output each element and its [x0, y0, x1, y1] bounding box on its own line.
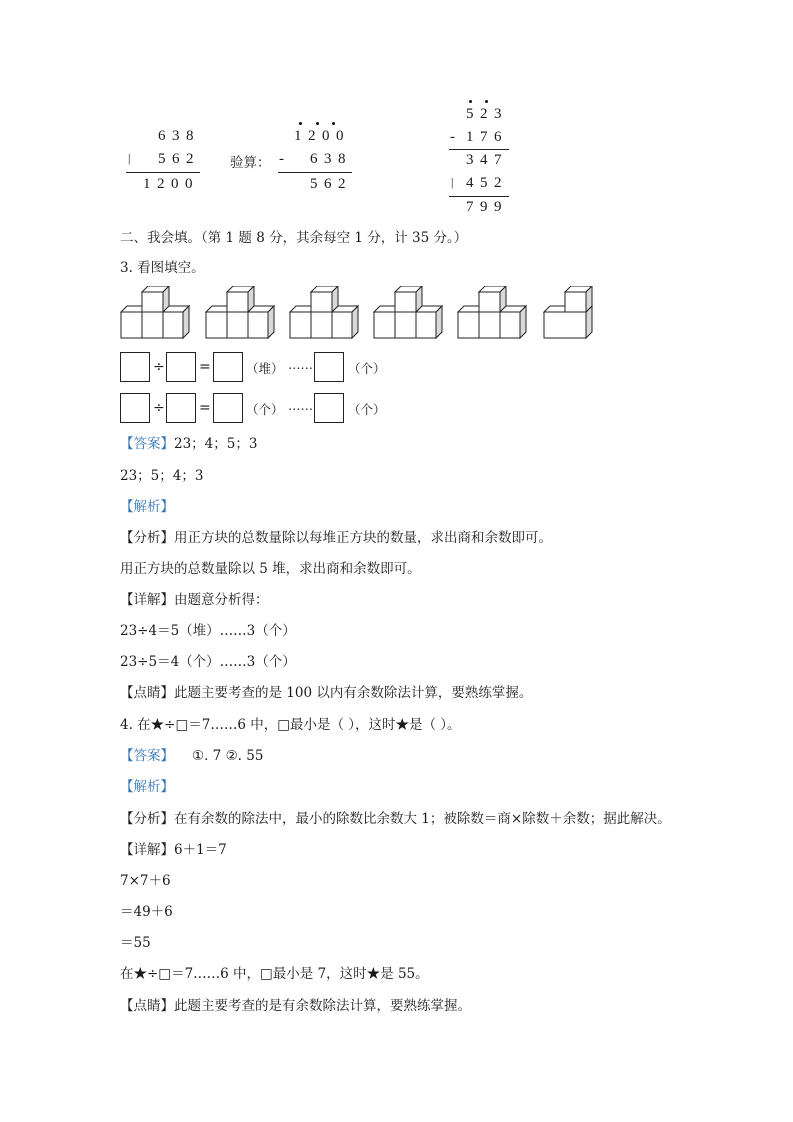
- cube-figures: [118, 286, 598, 342]
- detail-text: 6＋1＝7: [174, 842, 227, 858]
- calc-left-rule: [126, 172, 200, 173]
- point-label: 【点睛】: [120, 998, 174, 1014]
- divide-sign: ÷: [153, 400, 165, 416]
- borrow-dot: [485, 100, 488, 103]
- cube-group-4: [374, 286, 442, 338]
- calc-middle-row2: 638: [310, 151, 352, 167]
- calc-right-row1: 523: [466, 106, 508, 122]
- unit-label: （个）: [246, 402, 284, 417]
- cube-group-1: [121, 286, 189, 338]
- analysis-text: 在有余数的除法中，最小的除数比余数大 1；被除数＝商×除数＋余数；据此解决。: [174, 811, 671, 827]
- unit-label: （个）: [348, 361, 386, 376]
- answer-box[interactable]: [314, 393, 344, 423]
- calc-right-op1: -: [450, 129, 462, 145]
- calc-right-rule1: [449, 149, 509, 150]
- borrow-dot: [316, 122, 319, 125]
- q4-title: 4. 在★÷□＝7……6 中，□最小是（ ），这时★是（ ）。: [120, 717, 461, 733]
- calc-right-res1: 347: [466, 152, 508, 168]
- detail-label: 【详解】: [120, 592, 174, 608]
- divide-sign: ÷: [153, 359, 165, 375]
- detail-label: 【详解】: [120, 842, 174, 858]
- q4-detail: [120, 840, 227, 860]
- answer-tag: 【答案】: [120, 748, 174, 764]
- unit-label: （堆）: [246, 361, 284, 376]
- q4-detail-line-2: ＝49＋6: [120, 904, 173, 920]
- answer-box[interactable]: [166, 352, 196, 382]
- answer-tag: 【答案】: [120, 436, 174, 452]
- remainder-dots: ……: [288, 398, 313, 413]
- analysis-label: 【分析】: [120, 811, 174, 827]
- answer-box[interactable]: [166, 393, 196, 423]
- equals-sign: =: [199, 359, 211, 375]
- q3-title: 3. 看图填空。: [120, 260, 205, 276]
- answer-box[interactable]: [120, 352, 150, 382]
- unit-label: （个）: [348, 402, 386, 417]
- calc-middle-result: 562: [310, 176, 352, 192]
- calc-right-row2: 176: [466, 129, 508, 145]
- q3-analysis-tag: 【解析】: [120, 499, 174, 515]
- answer-text: ①. 7 ②. 55: [192, 748, 264, 764]
- q3-detail: [120, 590, 269, 610]
- q4-detail-line-4: 在★÷□＝7……6 中，□最小是 7，这时★是 55。: [120, 966, 429, 982]
- q4-detail-line-3: ＝55: [120, 935, 151, 951]
- q3-answer-2: 23；5；4；3: [120, 468, 204, 484]
- borrow-dot: [332, 122, 335, 125]
- calc-left-row1: 638: [158, 128, 200, 144]
- answer-text: 23；4；5；3: [174, 436, 258, 452]
- answer-box[interactable]: [314, 352, 344, 382]
- analysis-label: 【分析】: [120, 530, 174, 546]
- point-text: 此题主要考查的是 100 以内有余数除法计算，要熟练掌握。: [174, 685, 533, 701]
- borrow-dot: [299, 122, 302, 125]
- point-text: 此题主要考查的是有余数除法计算，要熟练掌握。: [174, 998, 471, 1014]
- q3-analysis: [120, 528, 552, 548]
- q4-analysis: [120, 809, 671, 829]
- calc-right-rule2: [449, 196, 509, 197]
- q4-detail-line-1: 7×7＋6: [120, 873, 171, 889]
- answer-box[interactable]: [213, 352, 243, 382]
- detail-text: 由题意分析得：: [174, 592, 269, 608]
- q3-detail-line-1: 23÷4＝5（堆）……3（个）: [120, 623, 296, 639]
- cube-group-6: [544, 286, 592, 338]
- q4-answer: [120, 746, 263, 766]
- calc-middle-op: -: [279, 151, 291, 167]
- q4-analysis-tag: 【解析】: [120, 779, 174, 795]
- calc-middle-rule: [278, 172, 352, 173]
- cube-group-5: [458, 286, 526, 338]
- point-label: 【点睛】: [120, 685, 174, 701]
- calc-left-plus: |: [128, 151, 137, 165]
- calc-left-row2: 562: [158, 151, 200, 167]
- check-label: 验算：: [230, 155, 271, 171]
- remainder-dots: ……: [288, 357, 313, 372]
- cube-group-2: [206, 286, 274, 338]
- cube-group-3: [290, 286, 358, 338]
- borrow-dot: [469, 100, 472, 103]
- calc-right-row3: 452: [466, 175, 508, 191]
- q3-analysis-2: 用正方块的总数量除以 5 堆，求出商和余数即可。: [120, 561, 421, 577]
- calc-middle-row1: 1200: [294, 128, 350, 144]
- answer-box[interactable]: [213, 393, 243, 423]
- calc-right-result: 799: [466, 199, 508, 215]
- calc-left-result: 1200: [143, 176, 199, 192]
- section-title: 二、我会填。（第 1 题 8 分，其余每空 1 分，计 35 分。）: [120, 230, 468, 246]
- equals-sign: =: [199, 400, 211, 416]
- analysis-text: 用正方块的总数量除以每堆正方块的数量，求出商和余数即可。: [174, 530, 552, 546]
- calc-right-op2: |: [451, 175, 460, 189]
- q4-point: [120, 996, 471, 1016]
- q3-answer: [120, 434, 257, 454]
- q3-detail-line-2: 23÷5＝4（个）……3（个）: [120, 654, 296, 670]
- answer-box[interactable]: [120, 393, 150, 423]
- q3-point: [120, 683, 532, 703]
